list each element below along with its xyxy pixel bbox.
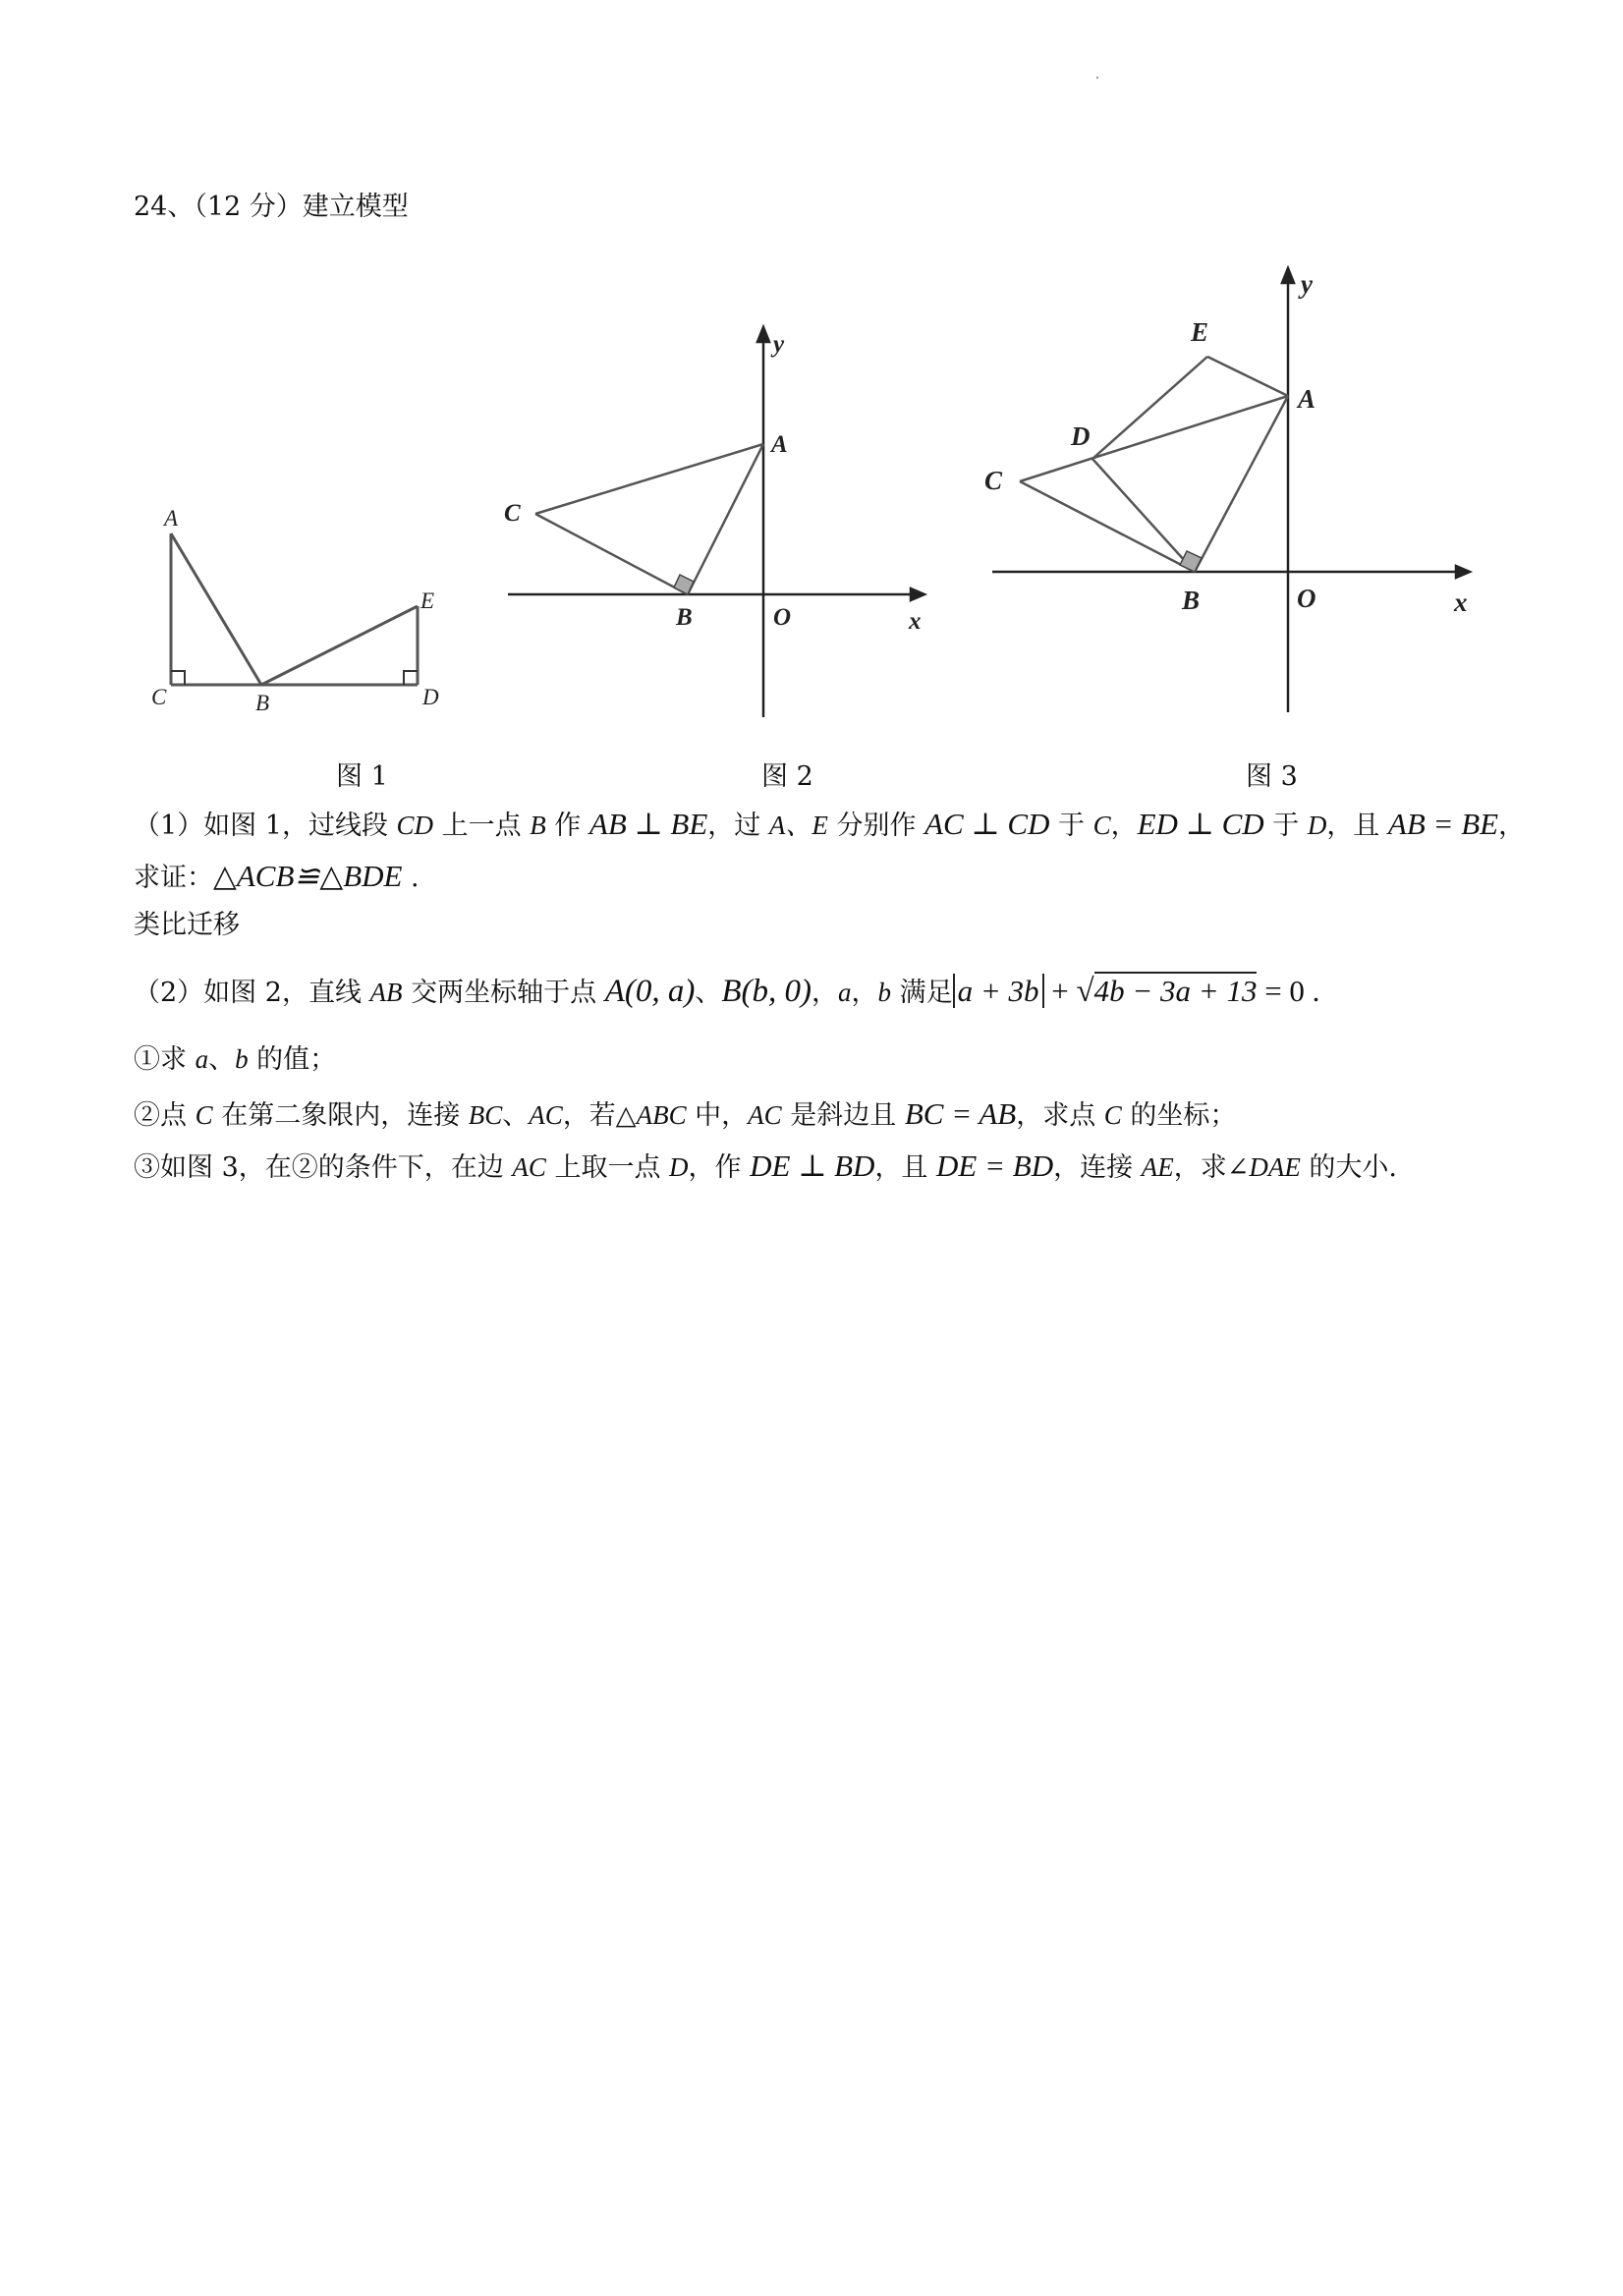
condition-ab-eq-be: AB = BE bbox=[1387, 807, 1499, 841]
segment-EA bbox=[1207, 357, 1288, 396]
section-heading: 类比迁移 bbox=[134, 910, 240, 940]
segment-CB bbox=[1020, 481, 1195, 572]
label-C: C bbox=[151, 685, 167, 709]
label-A: A bbox=[164, 506, 179, 531]
x-axis-arrow-icon bbox=[911, 588, 924, 600]
y-axis-arrow-icon bbox=[757, 327, 769, 342]
label-C: C bbox=[504, 500, 521, 527]
point-b: B(b, 0) bbox=[721, 974, 812, 1009]
label-D: D bbox=[422, 685, 439, 709]
condition-ed-perp-cd: ED ⊥ CD bbox=[1137, 807, 1264, 841]
question-2: ②点 C 在第二象限内，连接 BC、AC，若△ABC 中，AC 是斜边且 BC = AB，求点 C 的坐标； bbox=[134, 1096, 1237, 1131]
label-A: A bbox=[771, 431, 788, 458]
segment-AB bbox=[171, 533, 261, 685]
figure-1-caption: 图 1 bbox=[336, 761, 388, 792]
x-axis-arrow-icon bbox=[1456, 566, 1470, 578]
label-B: B bbox=[1182, 586, 1201, 615]
condition-ac-perp-cd: AC ⊥ CD bbox=[924, 807, 1050, 841]
figure-2-caption: 图 2 bbox=[761, 761, 813, 792]
sqrt-sign-icon: √ bbox=[1076, 974, 1094, 1009]
label-y: y bbox=[773, 331, 785, 358]
label-x: x bbox=[909, 608, 922, 635]
segment-CB bbox=[535, 514, 688, 594]
label-E: E bbox=[1191, 317, 1209, 347]
segment-BE bbox=[261, 606, 418, 685]
radicand: 4b − 3a + 13 bbox=[1093, 974, 1258, 1008]
label-B: B bbox=[255, 691, 270, 715]
label-B: B bbox=[676, 604, 693, 631]
segment-CA bbox=[1020, 396, 1288, 481]
condition-bc-eq-ab: BC = AB bbox=[904, 1096, 1017, 1131]
condition-de-perp-bd: DE ⊥ BD bbox=[750, 1148, 875, 1183]
condition-ab-perp-be: AB ⊥ BE bbox=[588, 807, 708, 841]
label-C: C bbox=[984, 466, 1003, 495]
label-D: D bbox=[1071, 421, 1091, 451]
question-1: ①求 a、b 的值； bbox=[134, 1044, 337, 1075]
scan-speck bbox=[1096, 77, 1098, 79]
absolute-value: a + 3b bbox=[953, 974, 1044, 1008]
label-y: y bbox=[1301, 269, 1313, 299]
segment-CA bbox=[535, 444, 763, 514]
condition-de-eq-bd: DE = BD bbox=[936, 1148, 1054, 1183]
right-angle-B bbox=[674, 575, 694, 594]
y-axis-arrow-icon bbox=[1282, 268, 1294, 283]
part2-statement: （2）如图 2，直线 AB 交两坐标轴于点 A(0, a)、B(b, 0)，a，b 满足 a + 3b + √4b − 3a + 13 = 0 . bbox=[134, 974, 1320, 1009]
segment-DB bbox=[1092, 459, 1195, 572]
label-x: x bbox=[1454, 588, 1468, 617]
segment-DE bbox=[1092, 357, 1207, 459]
right-angle-B bbox=[1180, 551, 1202, 572]
label-E: E bbox=[420, 588, 435, 613]
figure-3-caption: 图 3 bbox=[1246, 761, 1298, 792]
figure-2 bbox=[496, 314, 938, 727]
right-angle-D bbox=[404, 671, 418, 685]
part1-prove: 求证：△ACB≌△BDE . bbox=[134, 859, 420, 893]
label-A: A bbox=[1298, 384, 1316, 414]
point-a: A(0, a) bbox=[604, 974, 696, 1009]
right-angle-C bbox=[171, 671, 185, 685]
figure-1 bbox=[138, 496, 462, 722]
prove-statement: △ACB≌△BDE bbox=[213, 859, 403, 893]
label-O: O bbox=[1297, 584, 1316, 613]
label-O: O bbox=[773, 604, 792, 631]
question-heading: 24、（12 分）建立模型 bbox=[134, 192, 409, 222]
part1-statement: （1）如图 1，过线段 CD 上一点 B 作 AB ⊥ BE，过 A、E 分别作 AC ⊥ CD 于 C，ED ⊥ CD 于 D，且 AB = BE， bbox=[134, 807, 1526, 841]
question-3: ③如图 3，在②的条件下，在边 AC 上取一点 D，作 DE ⊥ BD，且 DE = BD，连接 AE，求∠DAE 的大小. bbox=[134, 1148, 1397, 1183]
figure-3 bbox=[973, 255, 1503, 727]
segment-BA bbox=[688, 444, 763, 594]
